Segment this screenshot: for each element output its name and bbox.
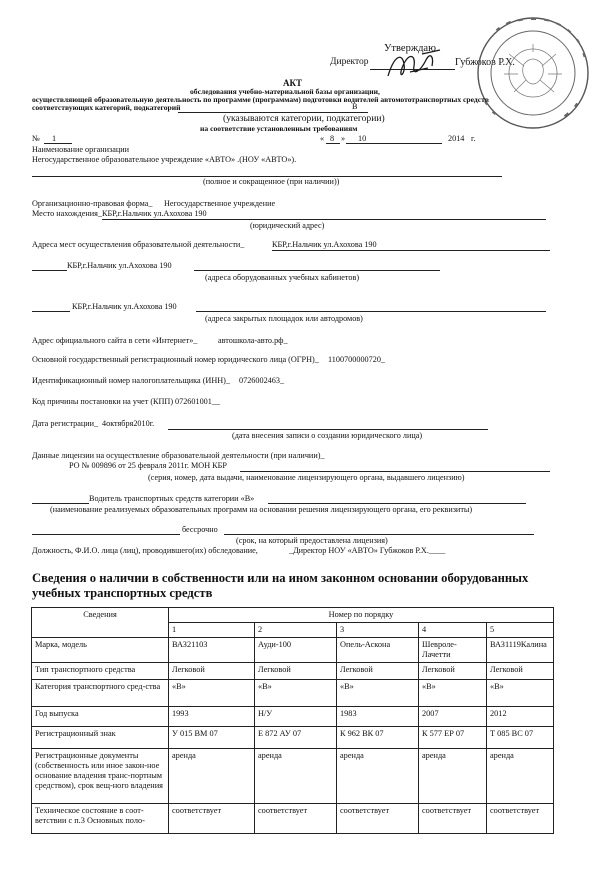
table-row (32, 663, 554, 680)
table-cell: 1993 (169, 707, 255, 727)
table-cell: ВАЗ21103 (169, 638, 255, 663)
inn-label: Идентификационный номер налогоплательщика (ИНН)_ (32, 376, 230, 385)
grounds-caption: (адреса закрытых площадок или автодромов) (205, 314, 363, 323)
table-cell: аренда (419, 749, 487, 804)
row-label: Регистрационные документы (собственность или иное закон-ное основание владения транс-портным средством), срок вещ-ного владения (32, 749, 169, 804)
table-cell: 1983 (337, 707, 419, 727)
reg-date-value: 4октября2010г. (102, 419, 155, 428)
act-number-prefix: № (32, 134, 40, 143)
table-cell: Легковой (255, 663, 337, 680)
row-label: Категория транспортного сред-ства (32, 680, 169, 707)
col-number-2: 2 (255, 623, 337, 638)
table-cell: соответствует (255, 804, 337, 834)
legal-form-label: Организационно-правовая форма_ (32, 199, 153, 208)
license-value: РО № 009896 от 25 февраля 2011г. МОН КБР (69, 461, 227, 470)
col-header-number: Номер по порядку (169, 608, 554, 623)
header-line-5: на соответствие установленным требованиям (200, 124, 358, 133)
kpp-label: Код причины постановки на учет (КПП) (32, 397, 174, 406)
license-term-caption: (срок, на который предоставлена лицензия) (236, 536, 388, 545)
header-line-1: обследования учебно-материальной базы организации, (190, 87, 380, 96)
row-label: Тип транспортного средства (32, 663, 169, 680)
table-cell: ВАЗ1119Калина (487, 638, 554, 663)
table-row (32, 638, 554, 663)
table-row (32, 749, 554, 804)
website-value: автошкола-авто.рф_ (218, 336, 288, 345)
table-cell: К 577 ЕР 07 (419, 727, 487, 749)
category-value: В (352, 102, 358, 111)
table-cell: соответствует (337, 804, 419, 834)
location-label: Место нахождения_ (32, 209, 103, 218)
table-cell: соответствует (487, 804, 554, 834)
table-cell: «В» (419, 680, 487, 707)
col-number-3: 3 (337, 623, 419, 638)
table-row (32, 804, 554, 834)
table-cell: 2007 (419, 707, 487, 727)
org-name-value: Негосударственное образовательное учреждение «АВТО» .(НОУ «АВТО»). (32, 155, 297, 164)
legal-form-value: Негосударственное учреждение (164, 199, 276, 208)
classrooms-value: КБР,г.Нальчик ул.Ахохова 190 (67, 261, 172, 270)
col-number-5: 5 (487, 623, 554, 638)
table-cell: Е 872 АУ 07 (255, 727, 337, 749)
table-cell: соответствует (169, 804, 255, 834)
header-line-3: соответствующих категорий, подкатегорий (32, 103, 181, 112)
approve-label: Утверждаю (384, 43, 436, 54)
col-header-info: Сведения (32, 608, 169, 638)
table-cell: Легковой (169, 663, 255, 680)
header-line-2: осуществляющей образовательную деятельность по программе (программам) подготовки водителей автомототранспортных средств (32, 95, 489, 104)
table-cell: Легковой (419, 663, 487, 680)
location-value: КБР,г.Нальчик ул.Ахохова 190 (102, 209, 207, 218)
table-cell: У 015 ВМ 07 (169, 727, 255, 749)
act-year: 2014 (448, 134, 465, 143)
vehicles-table (31, 607, 554, 834)
inspector-label: Должность, Ф.И.О. лица (лиц), проводившего(их) обследование, (32, 546, 258, 555)
reg-date-label: Дата регистрации_ (32, 419, 99, 428)
table-cell: «В» (169, 680, 255, 707)
category-caption: (указываются категории, подкатегории) (223, 113, 385, 124)
grounds-value: КБР,г.Нальчик ул.Ахохова 190 (72, 302, 177, 311)
location-caption: (юридический адрес) (250, 221, 325, 230)
table-cell: аренда (255, 749, 337, 804)
row-label: Марка, модель (32, 638, 169, 663)
inspector-value: _Директор НОУ «АВТО» Губжоков Р.Х.____ (289, 546, 446, 555)
section-title (32, 571, 528, 601)
act-number: 1 (52, 134, 57, 143)
col-number-1: 1 (169, 623, 255, 638)
table-cell: соответствует (419, 804, 487, 834)
program-caption: (наименование реализуемых образовательных программ на основании решения лицензирующего органа, его реквизиты) (50, 505, 473, 514)
table-cell: Ауди-100 (255, 638, 337, 663)
table-cell: Т 085 ВС 07 (487, 727, 554, 749)
org-name-label: Наименование организации (32, 145, 130, 154)
table-cell: Опель-Аскона (337, 638, 419, 663)
address-value: КБР,г.Нальчик ул.Ахохова 190 (272, 240, 377, 249)
director-name: Губжоков Р.Х. (455, 57, 515, 68)
table-cell: 2012 (487, 707, 554, 727)
section-title-line-2: учебных транспортных средств (32, 586, 213, 600)
table-cell: Легковой (337, 663, 419, 680)
table-cell: Легковой (487, 663, 554, 680)
org-name-caption: (полное и сокращенное (при наличии)) (203, 177, 340, 186)
organization-stamp (474, 14, 592, 132)
section-title-line-1: Сведения о наличии в собственности или на ином законном основании оборудованных (32, 571, 529, 585)
signature-mark (382, 43, 452, 86)
act-month: 10 (358, 134, 367, 143)
table-cell: аренда (487, 749, 554, 804)
license-label: Данные лицензии на осуществление образовательной деятельности (при наличии)_ (32, 451, 325, 460)
ogrn-label: Основной государственный регистрационный номер юридического лица (ОГРН)_ (32, 355, 319, 364)
vehicles-table-body (32, 608, 554, 834)
kpp-value: 072601001__ (175, 397, 221, 406)
table-cell: Шевроле-Лачетти (419, 638, 487, 663)
table-cell: «В» (255, 680, 337, 707)
table-cell: К 962 ВК 07 (337, 727, 419, 749)
table-row (32, 680, 554, 707)
table-row (32, 727, 554, 749)
classrooms-caption: (адреса оборудованных учебных кабинетов) (205, 273, 360, 282)
col-number-4: 4 (419, 623, 487, 638)
reg-date-caption: (дата внесения записи о создании юридического лица) (232, 431, 423, 440)
table-cell: аренда (169, 749, 255, 804)
inn-value: 0726002463_ (239, 376, 285, 385)
table-row (32, 707, 554, 727)
row-label: Техническое состояние в соот-ветствии с п.3 Основных поло- (32, 804, 169, 834)
act-title: АКТ (283, 78, 303, 88)
row-label: Год выпуска (32, 707, 169, 727)
ogrn-value: 1100700000720_ (328, 355, 386, 364)
table-cell: «В» (487, 680, 554, 707)
license-term-value: бессрочно (182, 525, 218, 534)
director-label: Директор (330, 57, 369, 67)
act-day: 8 (330, 134, 335, 143)
row-label: Регистрационный знак (32, 727, 169, 749)
website-label: Адрес официального сайта в сети «Интернет»_ (32, 336, 198, 345)
table-cell: аренда (337, 749, 419, 804)
table-cell: Н/У (255, 707, 337, 727)
program-value: Водитель транспортных средств категории «В» (89, 494, 255, 503)
license-caption: (серия, номер, дата выдачи, наименование лицензирующего органа, выдавшего лицензию) (148, 473, 465, 482)
table-cell: «В» (337, 680, 419, 707)
address-label: Адреса мест осуществления образовательной деятельности_ (32, 240, 245, 249)
